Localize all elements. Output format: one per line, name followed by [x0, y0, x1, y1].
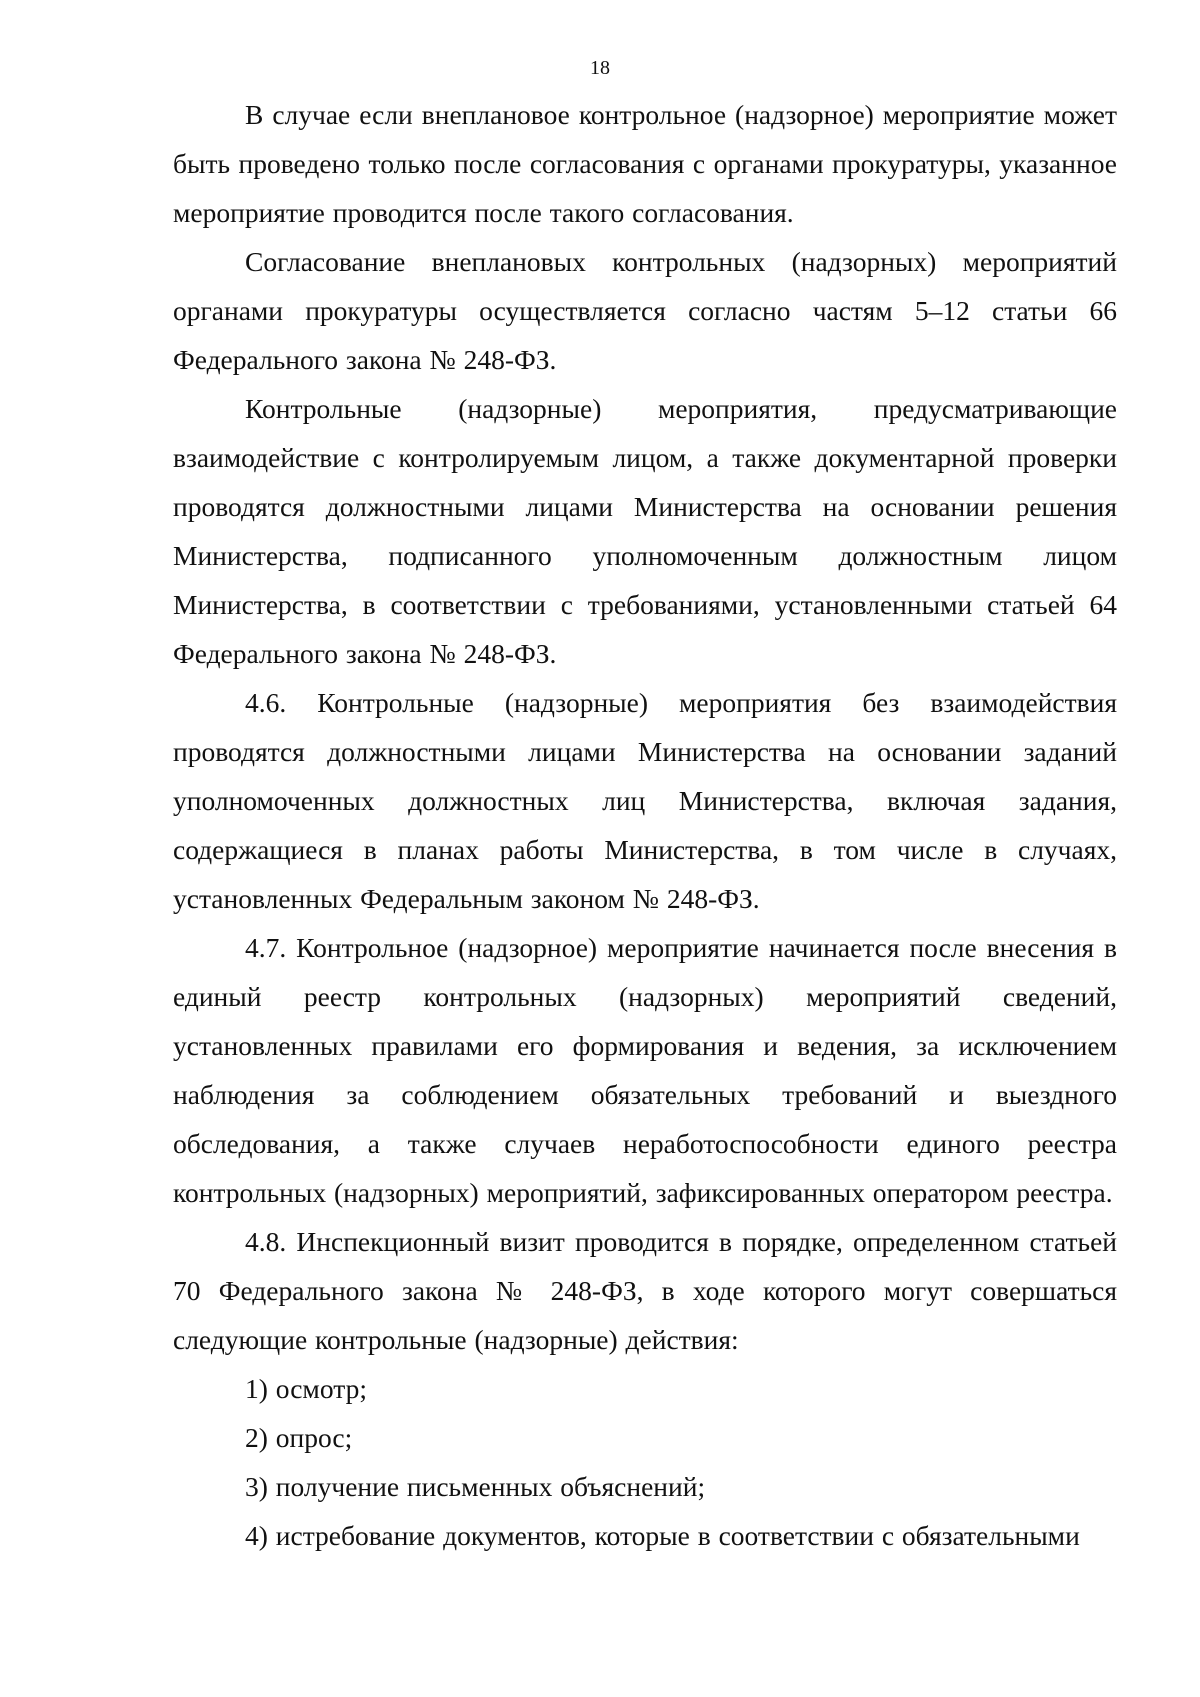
paragraph-4-8: 4.8. Инспекционный визит проводится в порядке, определенном статьей 70 Федерального закона № 248-ФЗ, в ходе которого могут совершаться следующие контрольные (надзорные) действия: [173, 1226, 1117, 1355]
paragraph-4-6: 4.6. Контрольные (надзорные) мероприятия без взаимодействия проводятся должностными лицами Министерства на основании заданий уполномоченных должностных лиц Министерства, включая задания, содержащиеся в планах работы Министерства, в том числе в случаях, установленных Федеральным законом № 248-ФЗ. [173, 687, 1117, 914]
paragraph-interaction-measures: Контрольные (надзорные) мероприятия, предусматривающие взаимодействие с контролируемым лицом, а также документарной проверки проводятся должностными лицами Министерства на основании решения Министерства, подписанного уполномоченным должностным лицом Министерства, в соответствии с требованиями, установленными статьей 64 Федерального закона № 248-ФЗ. [173, 393, 1117, 669]
list-item-inspection: 1) осмотр; [245, 1373, 367, 1404]
document-body [173, 90, 1117, 1560]
paragraph-unplanned-approval: В случае если внеплановое контрольное (надзорное) мероприятие может быть проведено только после согласования с органами прокуратуры, указанное мероприятие проводится после такого согласования. [173, 99, 1117, 228]
list-item-document-request: 4) истребование документов, которые в соответствии с обязательными [245, 1520, 1080, 1551]
paragraph-prosecutor-approval: Согласование внеплановых контрольных (надзорных) мероприятий органами прокуратуры осуществляется согласно частям 5–12 статьи 66 Федерального закона № 248-ФЗ. [173, 246, 1117, 375]
list-item-survey: 2) опрос; [245, 1422, 353, 1453]
paragraph-4-7: 4.7. Контрольное (надзорное) мероприятие начинается после внесения в единый реестр контрольных (надзорных) мероприятий сведений, установленных правилами его формирования и ведения, за исключением наблюдения за соблюдением обязательных требований и выездного обследования, а также случаев неработоспособности единого реестра контрольных (надзорных) мероприятий, зафиксированных оператором реестра. [173, 932, 1117, 1208]
list-item-written-explanations: 3) получение письменных объяснений; [245, 1471, 706, 1502]
page-number: 18 [590, 57, 610, 79]
